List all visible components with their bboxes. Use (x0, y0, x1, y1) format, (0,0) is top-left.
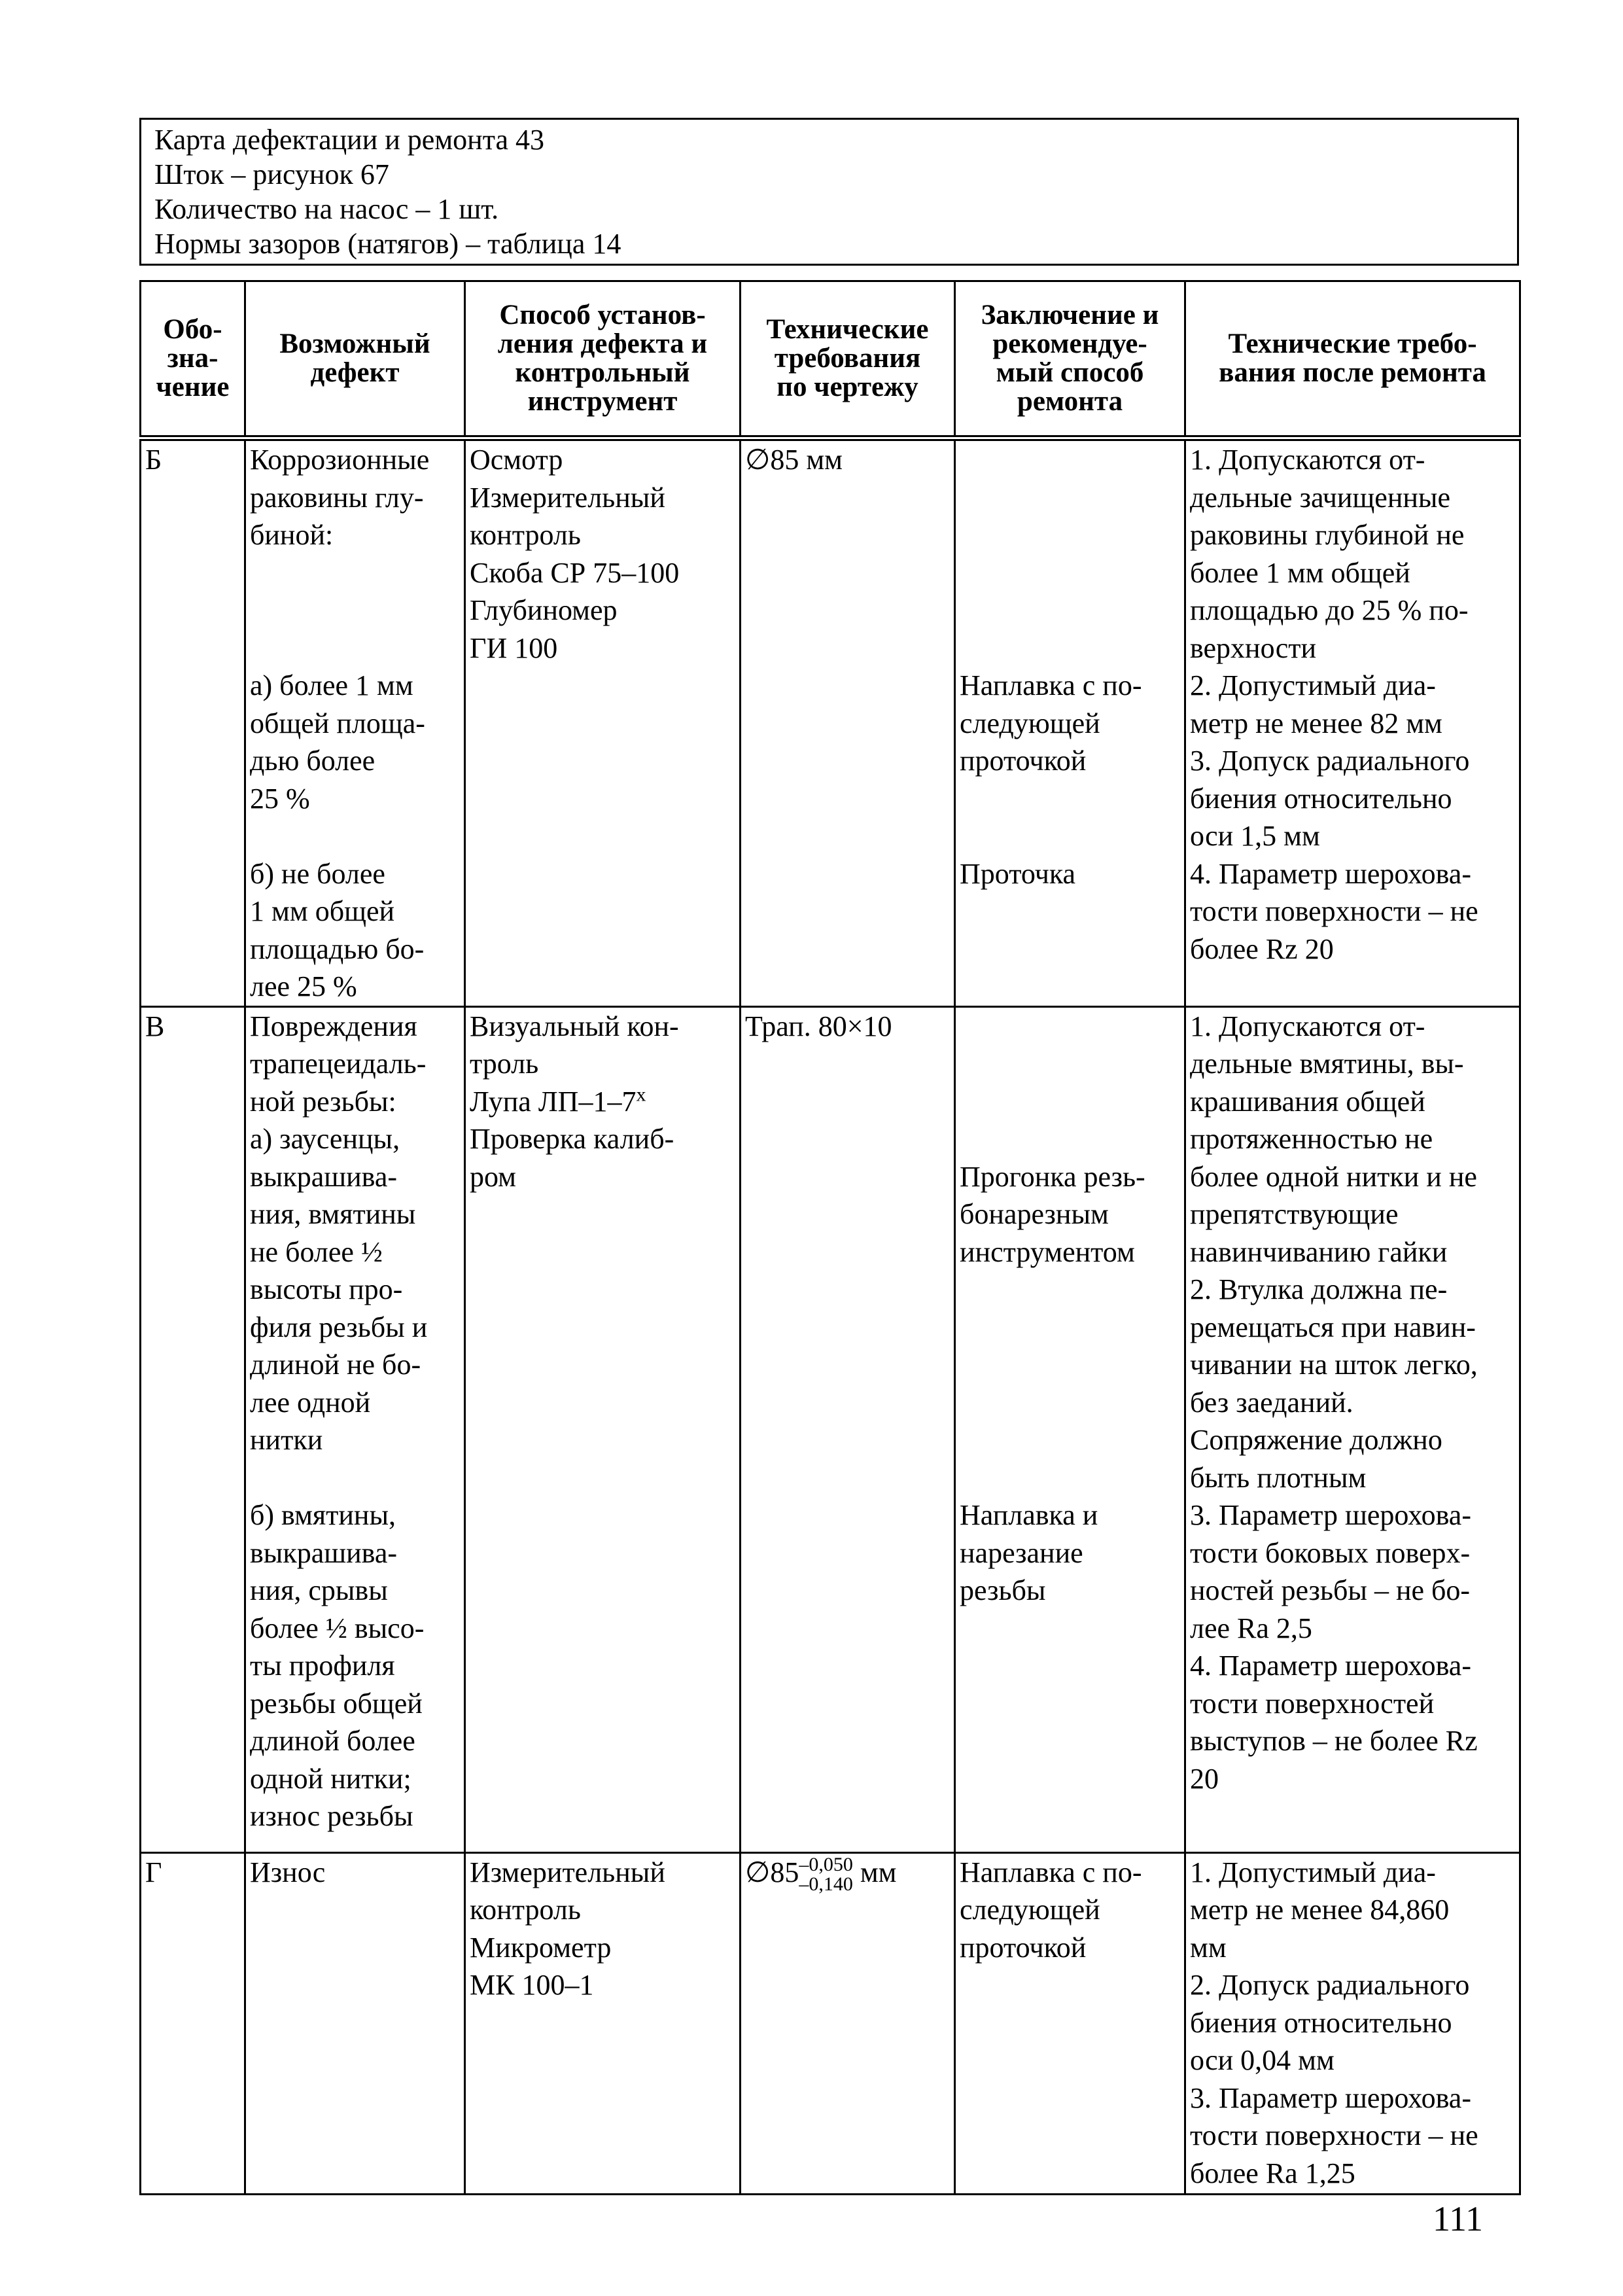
conclusion-line: нарезание (960, 1536, 1083, 1569)
after-repair-line: чивании на шток легко, (1190, 1349, 1478, 1381)
after-repair-line: более одной нитки и не (1190, 1160, 1477, 1193)
after-repair-line: Сопряжение должно (1190, 1424, 1442, 1456)
after-repair-line: площадью до 25 % по- (1190, 594, 1469, 626)
conclusion-line (960, 479, 1181, 517)
conclusion-line (960, 441, 1181, 479)
drawing-requirement: ∅85 (745, 1856, 799, 1888)
conclusion-cell (955, 1852, 1185, 2194)
card-header (139, 118, 1519, 266)
after-repair-line: навинчиванию гайки (1190, 1235, 1448, 1268)
drawing-requirement-cell (741, 1852, 955, 2194)
magnification-superscript: x (636, 1083, 646, 1105)
method-line: Лупа ЛП–1–7$^x$ (470, 1083, 646, 1118)
method-line: Измерительный (470, 481, 665, 514)
defect-line: нитки (250, 1424, 323, 1456)
conclusion-line (960, 780, 1181, 818)
defect-line: длиной более (250, 1725, 415, 1757)
defect-line (250, 1459, 461, 1497)
designation-cell: Г (141, 1852, 245, 2194)
conclusion-cell (955, 1006, 1185, 1852)
defect-line: б) вмятины, (250, 1499, 396, 1531)
defect-line (250, 592, 461, 629)
conclusion-line: Прогонка резь- (960, 1160, 1145, 1193)
drawing-requirement: Трап. 80×10 (745, 1010, 892, 1042)
defect-line: Повреждения (250, 1010, 417, 1042)
conclusion-line: Проточка (960, 857, 1076, 890)
defect-line: биной: (250, 519, 334, 551)
after-repair-line: дельные зачищенные (1190, 481, 1450, 514)
conclusion-line: Наплавка и (960, 1499, 1098, 1531)
defect-cell (245, 438, 465, 1007)
defect-line (250, 817, 461, 855)
after-repair-line: 3. Параметр шерохова- (1190, 2081, 1471, 2114)
after-repair-line: препятствующие (1190, 1198, 1399, 1230)
defect-line: ной резьбы: (250, 1085, 396, 1118)
defect-cell (245, 1006, 465, 1852)
col-header-after-repair: Технические требо- вания после ремонта (1185, 281, 1520, 438)
conclusion-line (960, 1421, 1181, 1459)
method-line: троль (470, 1048, 539, 1080)
tolerance-lower: –0,140 (799, 1873, 853, 1895)
defect-line: 1 мм общей (250, 895, 395, 927)
after-repair-line: 3. Допуск радиального (1190, 745, 1470, 777)
after-repair-cell (1185, 438, 1520, 1007)
conclusion-line (960, 1008, 1181, 1046)
defect-line: трапецеидаль- (250, 1048, 427, 1080)
defect-table-container (139, 280, 1519, 2195)
quantity-per-pump: Количество на насос – 1 шт. (154, 193, 499, 225)
defect-line: общей площа- (250, 707, 425, 739)
after-repair-line: выступов – не более Rz (1190, 1725, 1478, 1757)
conclusion-line (960, 817, 1181, 855)
after-repair-line: крашивания общей (1190, 1085, 1425, 1118)
conclusion-line (960, 1346, 1181, 1384)
after-repair-line: метр не менее 82 мм (1190, 707, 1442, 739)
method-cell (465, 1852, 741, 2194)
defect-line: не более ½ (250, 1235, 383, 1268)
after-repair-line: 1. Допустимый диа- (1190, 1856, 1436, 1888)
after-repair-line: ностей резьбы – не бо- (1190, 1574, 1471, 1606)
after-repair-line: 4. Параметр шерохова- (1190, 857, 1471, 890)
tolerance-upper: –0,050 (799, 1853, 853, 1875)
conclusion-line (960, 592, 1181, 629)
method-line: Визуальный кон- (470, 1010, 679, 1042)
after-repair-line: ремещаться при навин- (1190, 1311, 1476, 1343)
defect-line: лее одной (250, 1386, 371, 1419)
defect-line: раковины глу- (250, 481, 424, 514)
col-header-drawing-req: Технические требования по чертежу (741, 281, 955, 438)
drawing-requirement-cell (741, 438, 955, 1007)
after-repair-line: без заеданий. (1190, 1386, 1353, 1419)
defect-line: резьбы общей (250, 1687, 423, 1720)
method-cell (465, 438, 741, 1007)
defect-line: филя резьбы и (250, 1311, 428, 1343)
defect-line: высоты про- (250, 1273, 403, 1305)
after-repair-line: метр не менее 84,860 (1190, 1894, 1450, 1926)
method-cell (465, 1006, 741, 1852)
conclusion-line: Наплавка с по- (960, 1856, 1142, 1888)
after-repair-line: 2. Допустимый диа- (1190, 669, 1436, 701)
conclusion-line (960, 1083, 1181, 1121)
col-header-method: Способ установ- ления дефекта и контрольный инструмент (465, 281, 741, 438)
conclusion-cell (955, 438, 1185, 1007)
defect-line: Коррозионные (250, 444, 430, 476)
col-header-designation: Обо- зна- чение (141, 281, 245, 438)
after-repair-line: более 1 мм общей (1190, 556, 1410, 589)
defect-line: выкрашива- (250, 1536, 398, 1569)
method-line: ГИ 100 (470, 631, 558, 664)
method-line: МК 100–1 (470, 1969, 594, 2001)
conclusion-line (960, 554, 1181, 592)
after-repair-line: биения относительно (1190, 2006, 1452, 2039)
table-row (141, 438, 1520, 1007)
conclusion-line: инструментом (960, 1235, 1135, 1268)
defect-line: а) более 1 мм (250, 669, 413, 701)
conclusion-line (960, 1045, 1181, 1083)
method-line: Глубиномер (470, 594, 618, 626)
method-line: контроль (470, 1894, 581, 1926)
col-header-conclusion: Заключение и рекомендуе- мый способ ремонта (955, 281, 1185, 438)
defect-line: лее 25 % (250, 970, 357, 1002)
after-repair-line: более Ra 1,25 (1190, 2157, 1355, 2189)
method-line: контроль (470, 519, 581, 551)
after-repair-line: верхности (1190, 631, 1316, 664)
defect-line: Износ (250, 1856, 326, 1888)
tolerance (799, 1855, 853, 1894)
after-repair-line: раковины глубиной не (1190, 519, 1465, 551)
method-line: Измерительный (470, 1856, 665, 1888)
after-repair-cell (1185, 1852, 1520, 2194)
after-repair-cell (1185, 1006, 1520, 1852)
after-repair-line: 3. Параметр шерохова- (1190, 1499, 1471, 1531)
after-repair-line: более Rz 20 (1190, 932, 1334, 965)
clearance-norms: Нормы зазоров (натягов) – таблица 14 (154, 228, 621, 260)
page-number: 111 (1433, 2199, 1483, 2238)
conclusion-line (960, 629, 1181, 667)
drawing-unit: мм (852, 1856, 897, 1888)
conclusion-line: Наплавка с по- (960, 669, 1142, 701)
part-figure: Шток – рисунок 67 (154, 158, 389, 190)
defect-line: длиной не бо- (250, 1349, 421, 1381)
after-repair-line: мм (1190, 1931, 1227, 1964)
defect-line: ты профиля (250, 1650, 395, 1682)
drawing-requirement-cell (741, 1006, 955, 1852)
conclusion-line: резьбы (960, 1574, 1046, 1606)
conclusion-line (960, 1459, 1181, 1497)
conclusion-line: следующей (960, 707, 1100, 739)
conclusion-line (960, 1384, 1181, 1422)
after-repair-line: оси 0,04 мм (1190, 2044, 1335, 2076)
defect-line: дью более (250, 745, 375, 777)
conclusion-line (960, 1309, 1181, 1347)
defect-line: одной нитки; (250, 1762, 411, 1795)
drawing-requirement: ∅85 мм (745, 444, 843, 476)
card-title: Карта дефектации и ремонта 43 (154, 124, 544, 156)
after-repair-line: протяженностью не (1190, 1123, 1433, 1155)
defect-line: 25 % (250, 782, 310, 815)
after-repair-line: быть плотным (1190, 1461, 1367, 1494)
conclusion-line (960, 1120, 1181, 1158)
method-line: ром (470, 1160, 517, 1193)
defect-line: выкрашива- (250, 1160, 398, 1193)
after-repair-line: оси 1,5 мм (1190, 820, 1320, 852)
designation-cell: Б (141, 438, 245, 1007)
defect-line: износ резьбы (250, 1800, 413, 1832)
conclusion-line: бонарезным (960, 1198, 1109, 1230)
defect-line (250, 554, 461, 592)
after-repair-line: тости боковых поверх- (1190, 1536, 1471, 1569)
after-repair-line: тости поверхностей (1190, 1687, 1435, 1720)
after-repair-line: 2. Допуск радиального (1190, 1969, 1470, 2001)
method-line: Проверка калиб- (470, 1123, 674, 1155)
after-repair-line: 2. Втулка должна пе- (1190, 1273, 1448, 1305)
after-repair-line: тости поверхности – не (1190, 895, 1478, 927)
defect-line: ния, срывы (250, 1574, 388, 1606)
table-header-row (141, 281, 1520, 438)
conclusion-line: следующей (960, 1894, 1100, 1926)
after-repair-line: 4. Параметр шерохова- (1190, 1650, 1471, 1682)
defect-cell (245, 1852, 465, 2194)
table-row (141, 1852, 1520, 2194)
defect-table (139, 280, 1521, 2195)
conclusion-line: проточкой (960, 745, 1087, 777)
method-line: Осмотр (470, 444, 563, 476)
designation-cell: В (141, 1006, 245, 1852)
method-line: Скоба СР 75–100 (470, 556, 680, 589)
conclusion-line: проточкой (960, 1931, 1087, 1964)
defect-line: б) не более (250, 857, 385, 890)
col-header-defect: Возможный дефект (245, 281, 465, 438)
defect-line: более ½ высо- (250, 1612, 425, 1644)
conclusion-line (960, 516, 1181, 554)
table-row (141, 1006, 1520, 1852)
defect-line: ния, вмятины (250, 1198, 416, 1230)
defect-line: площадью бо- (250, 932, 425, 965)
after-repair-line: лее Ra 2,5 (1190, 1612, 1312, 1644)
defect-line: а) заусенцы, (250, 1123, 400, 1155)
defect-line (250, 629, 461, 667)
after-repair-line: дельные вмятины, вы- (1190, 1048, 1464, 1080)
method-line: Микрометр (470, 1931, 612, 1964)
after-repair-line: 1. Допускаются от- (1190, 444, 1425, 476)
conclusion-line (960, 1271, 1181, 1309)
after-repair-line: тости поверхности – не (1190, 2119, 1478, 2151)
after-repair-line: 20 (1190, 1762, 1219, 1795)
after-repair-line: биения относительно (1190, 782, 1452, 815)
after-repair-line: 1. Допускаются от- (1190, 1010, 1425, 1042)
